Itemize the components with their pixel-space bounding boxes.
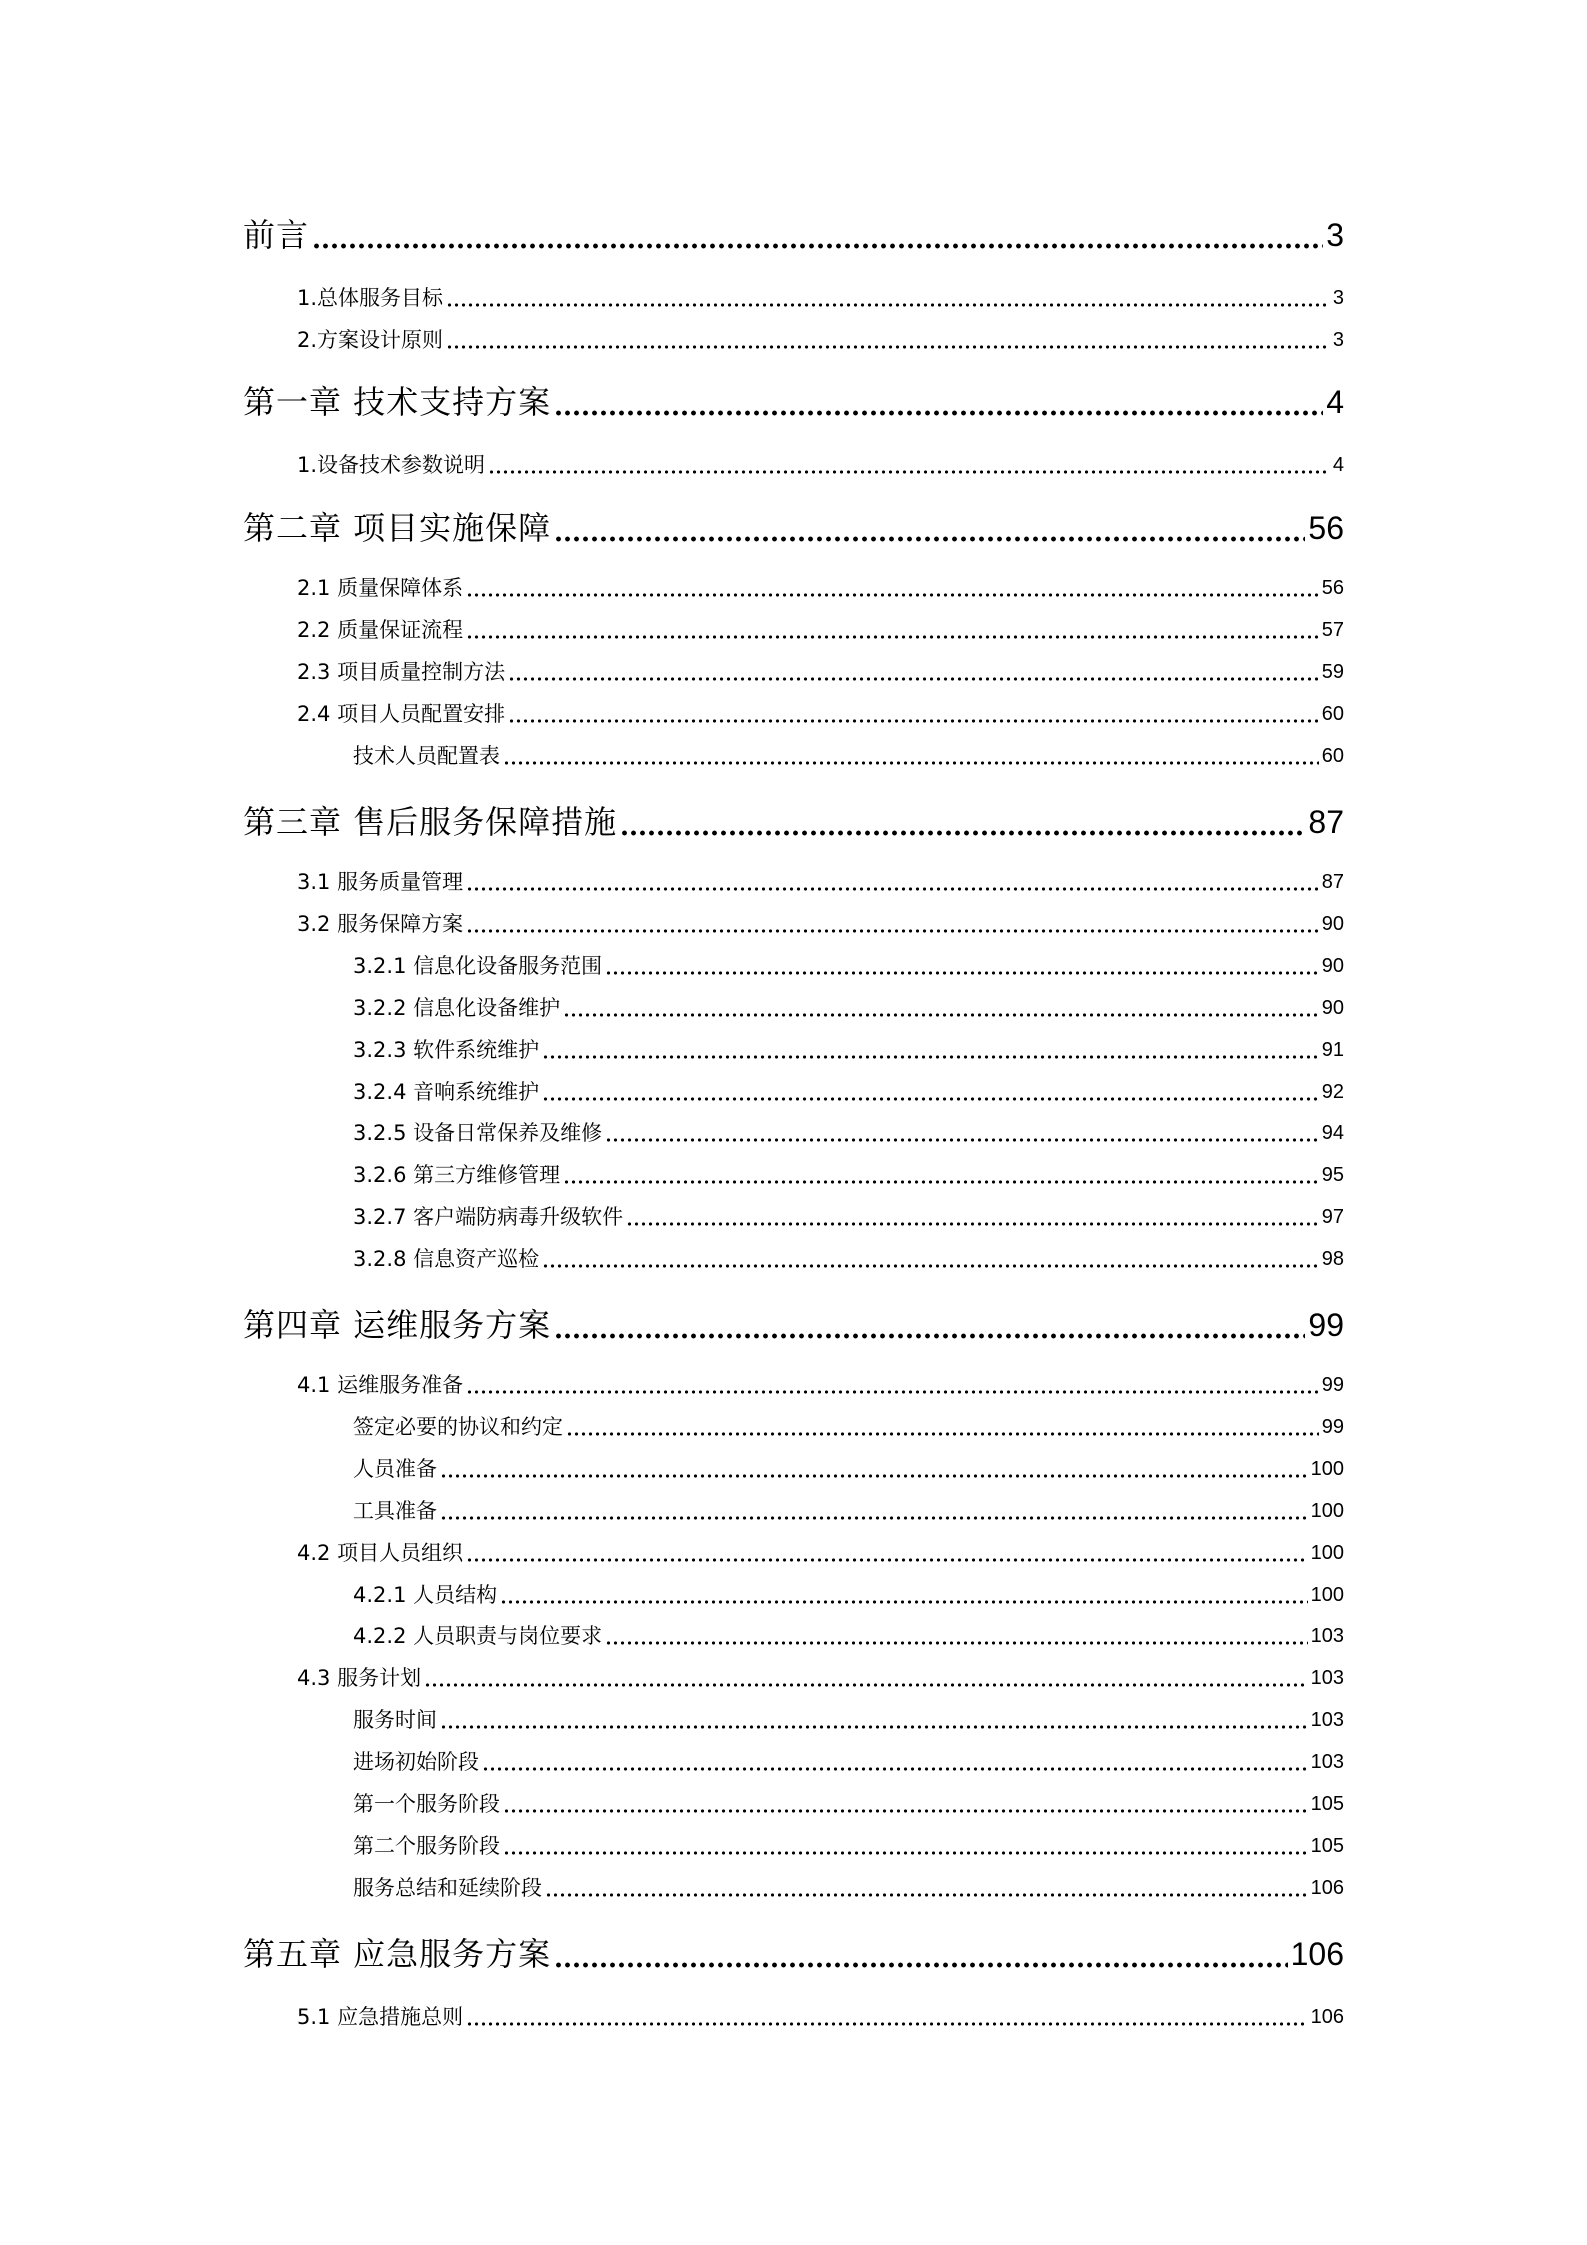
dot-leader bbox=[503, 1831, 1308, 1861]
toc-entry-level-3[interactable] bbox=[353, 1873, 1344, 1903]
toc-entry-title: 3.2 服务保障方案 bbox=[297, 912, 464, 936]
toc-entry-title: 3.2.3 软件系统维护 bbox=[353, 1038, 540, 1062]
toc-entry-page-number: 95 bbox=[1321, 1164, 1344, 1186]
toc-entry-page-number: 91 bbox=[1321, 1039, 1344, 1061]
toc-entry-title: 4.2.2 人员职责与岗位要求 bbox=[353, 1624, 603, 1648]
toc-entry-page-number: 103 bbox=[1310, 1709, 1344, 1731]
dot-leader bbox=[466, 573, 1319, 603]
toc-entry-page-number: 99 bbox=[1308, 1307, 1344, 1343]
toc-entry-level-3[interactable] bbox=[353, 1454, 1344, 1484]
dot-leader bbox=[466, 1538, 1308, 1568]
toc-entry-title: 第三章 售后服务保障措施 bbox=[243, 803, 618, 841]
toc-entry-level-2[interactable] bbox=[297, 2002, 1344, 2032]
dot-leader bbox=[563, 993, 1319, 1023]
toc-entry-title: 2.3 项目质量控制方法 bbox=[297, 660, 506, 684]
toc-entry-page-number: 100 bbox=[1310, 1584, 1344, 1606]
dot-leader bbox=[542, 1077, 1319, 1107]
toc-entry-level-3[interactable] bbox=[353, 993, 1344, 1023]
dot-leader bbox=[503, 1789, 1308, 1819]
toc-entry-level-1[interactable] bbox=[243, 213, 1344, 257]
toc-entry-level-2[interactable] bbox=[297, 1663, 1344, 1693]
dot-leader bbox=[554, 380, 1323, 424]
toc-entry-level-1[interactable] bbox=[243, 506, 1344, 550]
toc-entry-page-number: 105 bbox=[1310, 1835, 1344, 1857]
dot-leader bbox=[440, 1496, 1308, 1526]
dot-leader bbox=[554, 506, 1305, 550]
dot-leader bbox=[508, 657, 1319, 687]
dot-leader bbox=[440, 1454, 1308, 1484]
toc-entry-title: 2.2 质量保证流程 bbox=[297, 618, 464, 642]
toc-entry-page-number: 97 bbox=[1321, 1206, 1344, 1228]
toc-entry-title: 第一个服务阶段 bbox=[353, 1792, 500, 1816]
toc-entry-title: 服务时间 bbox=[353, 1708, 437, 1732]
toc-entry-page-number: 90 bbox=[1321, 913, 1344, 935]
toc-entry-level-2[interactable] bbox=[297, 573, 1344, 603]
toc-entry-page-number: 60 bbox=[1321, 745, 1344, 767]
toc-entry-page-number: 99 bbox=[1321, 1416, 1344, 1438]
toc-entry-title: 1.设备技术参数说明 bbox=[297, 453, 486, 477]
toc-entry-level-3[interactable] bbox=[353, 1202, 1344, 1232]
toc-entry-title: 4.2 项目人员组织 bbox=[297, 1541, 464, 1565]
dot-leader bbox=[545, 1873, 1308, 1903]
toc-entry-page-number: 60 bbox=[1321, 703, 1344, 725]
toc-entry-title: 前言 bbox=[243, 216, 310, 254]
toc-entry-page-number: 90 bbox=[1321, 955, 1344, 977]
dot-leader bbox=[466, 1370, 1319, 1400]
dot-leader bbox=[554, 1932, 1287, 1976]
toc-entry-title: 第四章 运维服务方案 bbox=[243, 1306, 552, 1344]
dot-leader bbox=[312, 213, 1323, 257]
toc-entry-title: 3.2.1 信息化设备服务范围 bbox=[353, 954, 603, 978]
dot-leader bbox=[554, 1303, 1305, 1347]
toc-entry-title: 3.2.5 设备日常保养及维修 bbox=[353, 1121, 603, 1145]
toc-entry-title: 第一章 技术支持方案 bbox=[243, 383, 552, 421]
dot-leader bbox=[503, 741, 1319, 771]
toc-entry-page-number: 106 bbox=[1290, 1936, 1344, 1972]
toc-entry-level-2[interactable] bbox=[297, 1370, 1344, 1400]
toc-entry-page-number: 56 bbox=[1308, 510, 1344, 546]
dot-leader bbox=[605, 951, 1319, 981]
toc-entry-title: 签定必要的协议和约定 bbox=[353, 1415, 563, 1439]
toc-entry-level-1[interactable] bbox=[243, 380, 1344, 424]
toc-entry-page-number: 94 bbox=[1321, 1122, 1344, 1144]
toc-entry-level-2[interactable] bbox=[297, 699, 1344, 729]
dot-leader bbox=[626, 1202, 1319, 1232]
toc-entry-level-3[interactable] bbox=[353, 1621, 1344, 1651]
toc-entry-level-1[interactable] bbox=[243, 1303, 1344, 1347]
toc-entry-level-3[interactable] bbox=[353, 1412, 1344, 1442]
toc-entry-title: 3.2.7 客户端防病毒升级软件 bbox=[353, 1205, 624, 1229]
toc-entry-page-number: 3 bbox=[1332, 329, 1344, 351]
toc-entry-title: 2.1 质量保障体系 bbox=[297, 576, 464, 600]
toc-entry-level-2[interactable] bbox=[297, 283, 1344, 313]
toc-entry-title: 3.1 服务质量管理 bbox=[297, 870, 464, 894]
dot-leader bbox=[424, 1663, 1308, 1693]
dot-leader bbox=[566, 1412, 1319, 1442]
dot-leader bbox=[605, 1118, 1319, 1148]
toc-entry-title: 3.2.4 音响系统维护 bbox=[353, 1080, 540, 1104]
toc-entry-level-3[interactable] bbox=[353, 1789, 1344, 1819]
toc-entry-title: 人员准备 bbox=[353, 1457, 437, 1481]
toc-entry-level-3[interactable] bbox=[353, 951, 1344, 981]
toc-entry-title: 第五章 应急服务方案 bbox=[243, 1935, 552, 1973]
dot-leader bbox=[542, 1035, 1319, 1065]
dot-leader bbox=[466, 2002, 1308, 2032]
dot-leader bbox=[563, 1160, 1319, 1190]
toc-entry-title: 5.1 应急措施总则 bbox=[297, 2005, 464, 2029]
toc-entry-page-number: 99 bbox=[1321, 1374, 1344, 1396]
toc-entry-level-3[interactable] bbox=[353, 1244, 1344, 1274]
toc-entry-level-3[interactable] bbox=[353, 1035, 1344, 1065]
dot-leader bbox=[440, 1705, 1308, 1735]
toc-entry-page-number: 103 bbox=[1310, 1667, 1344, 1689]
toc-entry-level-2[interactable] bbox=[297, 450, 1344, 480]
toc-entry-level-2[interactable] bbox=[297, 867, 1344, 897]
toc-entry-level-1[interactable] bbox=[243, 800, 1344, 844]
toc-entry-page-number: 57 bbox=[1321, 619, 1344, 641]
dot-leader bbox=[446, 325, 1330, 355]
toc-entry-level-3[interactable] bbox=[353, 1831, 1344, 1861]
toc-entry-page-number: 105 bbox=[1310, 1793, 1344, 1815]
toc-entry-level-2[interactable] bbox=[297, 325, 1344, 355]
toc-entry-title: 进场初始阶段 bbox=[353, 1750, 479, 1774]
toc-entry-title: 技术人员配置表 bbox=[353, 744, 500, 768]
toc-entry-page-number: 4 bbox=[1332, 454, 1344, 476]
toc-entry-page-number: 56 bbox=[1321, 577, 1344, 599]
toc-entry-title: 工具准备 bbox=[353, 1499, 437, 1523]
toc-entry-level-3[interactable] bbox=[353, 1747, 1344, 1777]
dot-leader bbox=[466, 909, 1319, 939]
toc-entry-page-number: 59 bbox=[1321, 661, 1344, 683]
dot-leader bbox=[482, 1747, 1308, 1777]
toc-entry-level-3[interactable] bbox=[353, 1118, 1344, 1148]
dot-leader bbox=[508, 699, 1319, 729]
toc-entry-page-number: 4 bbox=[1326, 384, 1344, 420]
toc-entry-page-number: 92 bbox=[1321, 1081, 1344, 1103]
dot-leader bbox=[466, 615, 1319, 645]
toc-entry-page-number: 3 bbox=[1326, 217, 1344, 253]
toc-entry-level-2[interactable] bbox=[297, 909, 1344, 939]
toc-entry-title: 1.总体服务目标 bbox=[297, 286, 444, 310]
toc-entry-level-3[interactable] bbox=[353, 1705, 1344, 1735]
toc-entry-title: 3.2.2 信息化设备维护 bbox=[353, 996, 561, 1020]
dot-leader bbox=[466, 867, 1319, 897]
toc-entry-level-3[interactable] bbox=[353, 1077, 1344, 1107]
toc-entry-page-number: 106 bbox=[1310, 1877, 1344, 1899]
toc-entry-title: 3.2.8 信息资产巡检 bbox=[353, 1247, 540, 1271]
toc-entry-title: 2.4 项目人员配置安排 bbox=[297, 702, 506, 726]
dot-leader bbox=[446, 283, 1330, 313]
toc-entry-page-number: 87 bbox=[1321, 871, 1344, 893]
toc-entry-title: 第二章 项目实施保障 bbox=[243, 509, 552, 547]
toc-entry-level-1[interactable] bbox=[243, 1932, 1344, 1976]
toc-entry-page-number: 106 bbox=[1310, 2006, 1344, 2028]
toc-entry-page-number: 100 bbox=[1310, 1542, 1344, 1564]
toc-entry-title: 4.1 运维服务准备 bbox=[297, 1373, 464, 1397]
toc-entry-level-2[interactable] bbox=[297, 657, 1344, 687]
toc-entry-title: 4.2.1 人员结构 bbox=[353, 1583, 498, 1607]
toc-entry-title: 第二个服务阶段 bbox=[353, 1834, 500, 1858]
toc-entry-title: 4.3 服务计划 bbox=[297, 1666, 422, 1690]
toc-entry-page-number: 87 bbox=[1308, 804, 1344, 840]
dot-leader bbox=[620, 800, 1305, 844]
toc-entry-page-number: 103 bbox=[1310, 1751, 1344, 1773]
toc-entry-level-3[interactable] bbox=[353, 1160, 1344, 1190]
toc-entry-level-3[interactable] bbox=[353, 741, 1344, 771]
dot-leader bbox=[542, 1244, 1319, 1274]
toc-entry-page-number: 90 bbox=[1321, 997, 1344, 1019]
toc-entry-level-3[interactable] bbox=[353, 1496, 1344, 1526]
toc-entry-page-number: 103 bbox=[1310, 1625, 1344, 1647]
toc-entry-page-number: 3 bbox=[1332, 287, 1344, 309]
toc-entry-level-2[interactable] bbox=[297, 615, 1344, 645]
toc-entry-title: 3.2.6 第三方维修管理 bbox=[353, 1163, 561, 1187]
dot-leader bbox=[500, 1580, 1308, 1610]
toc-entry-title: 2.方案设计原则 bbox=[297, 328, 444, 352]
toc-entry-page-number: 98 bbox=[1321, 1248, 1344, 1270]
toc-entry-page-number: 100 bbox=[1310, 1500, 1344, 1522]
dot-leader bbox=[488, 450, 1330, 480]
toc-entry-title: 服务总结和延续阶段 bbox=[353, 1876, 542, 1900]
toc-entry-level-2[interactable] bbox=[297, 1538, 1344, 1568]
toc-entry-page-number: 100 bbox=[1310, 1458, 1344, 1480]
toc-entry-level-3[interactable] bbox=[353, 1580, 1344, 1610]
dot-leader bbox=[605, 1621, 1308, 1651]
